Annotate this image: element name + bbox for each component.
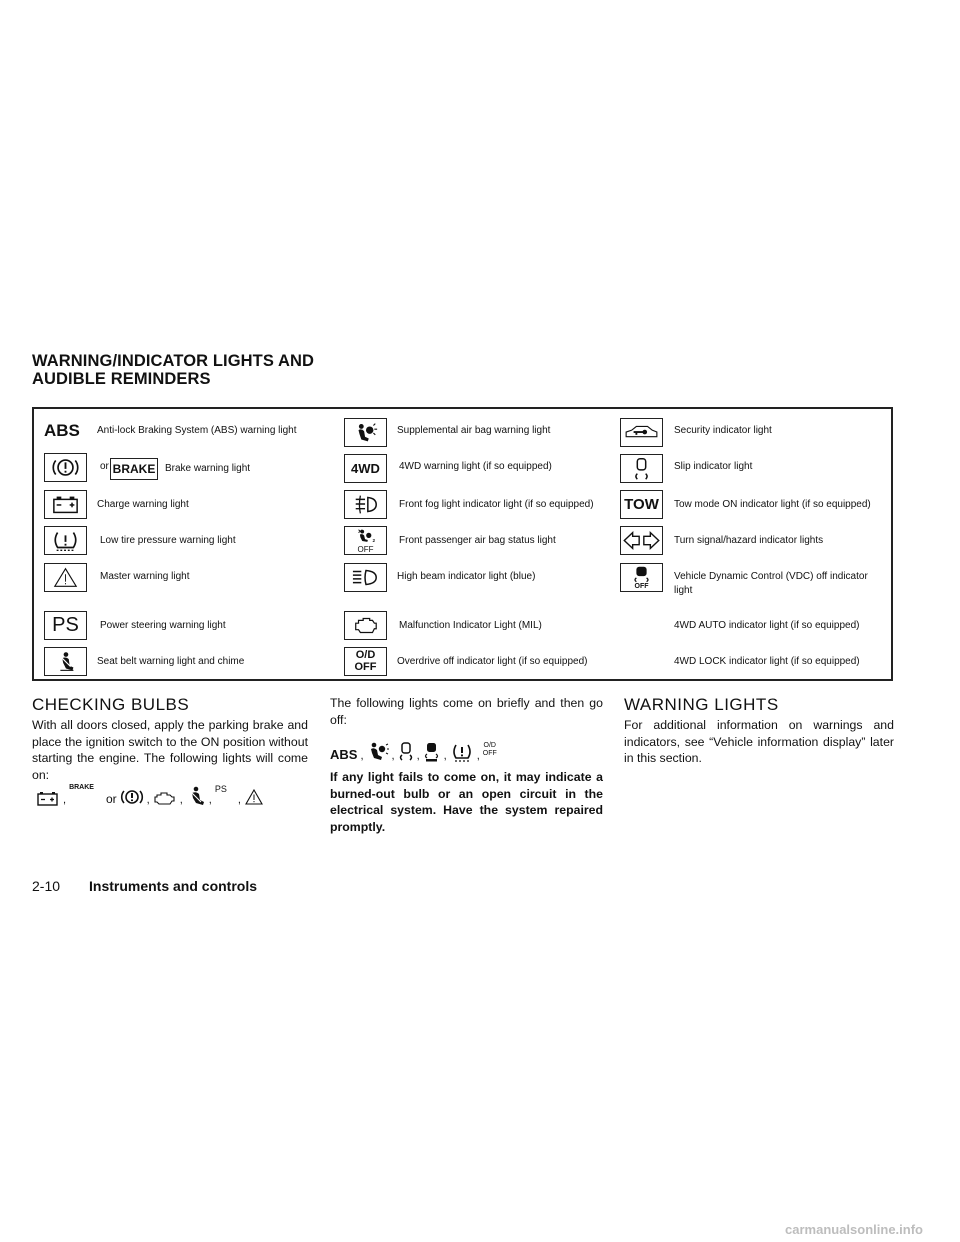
ps-text-icon: PS bbox=[214, 784, 227, 794]
front-fog-label: Front fog light indicator light (if so equipped) bbox=[399, 499, 594, 510]
ps-text-icon: PS bbox=[44, 611, 87, 640]
svg-text:2: 2 bbox=[372, 537, 376, 543]
warning-lights-heading: WARNING LIGHTS bbox=[624, 695, 779, 714]
4wd-lock-label: 4WD LOCK indicator light (if so equipped) bbox=[674, 656, 860, 667]
abs-text-icon: ABS bbox=[44, 421, 80, 440]
seat-belt-label: Seat belt warning light and chime bbox=[97, 656, 245, 667]
vdc-off-icon bbox=[423, 742, 441, 762]
failure-notice: If any light fails to come on, it may indicate a burned-out bulb or an open circuit in the electrical system. Have the system repaired promptly. bbox=[330, 770, 603, 834]
vdc-label: Vehicle Dynamic Control (VDC) off indicator light bbox=[674, 571, 868, 596]
security-car-icon bbox=[620, 418, 663, 447]
4wd-label: 4WD warning light (if so equipped) bbox=[399, 461, 552, 472]
seat-belt-icon bbox=[44, 647, 87, 676]
slip-icon bbox=[620, 454, 663, 483]
brake-text-icon: BRAKE bbox=[110, 458, 158, 480]
od-off-label: Overdrive off indicator light (if so equipped) bbox=[397, 656, 588, 667]
slip-label: Slip indicator light bbox=[674, 461, 753, 472]
vdc-off-icon: OFF bbox=[620, 563, 663, 592]
battery-icon bbox=[36, 790, 60, 806]
or-text: or bbox=[100, 461, 109, 472]
inline-icons-on: , BRAKE or , , , PS , bbox=[36, 786, 264, 806]
charge-label: Charge warning light bbox=[97, 499, 189, 510]
master-warning-label: Master warning light bbox=[100, 571, 190, 582]
security-label: Security indicator light bbox=[674, 425, 772, 436]
seat-belt-icon bbox=[186, 786, 206, 806]
come-on-briefly-text: The following lights come on briefly and then go off: bbox=[330, 696, 603, 727]
od-off-text-icon: O/D OFF bbox=[482, 742, 497, 757]
brake-circle-icon bbox=[44, 453, 87, 482]
turn-signal-icon bbox=[620, 526, 663, 555]
indicator-table bbox=[32, 407, 893, 681]
engine-mil-icon bbox=[153, 790, 177, 806]
power-steering-label: Power steering warning light bbox=[100, 620, 226, 631]
abs-label: Anti-lock Braking System (ABS) warning light bbox=[97, 425, 297, 436]
triangle-warning-icon bbox=[44, 563, 87, 592]
passenger-airbag-off-icon: 2 OFF bbox=[344, 526, 387, 555]
passenger-airbag-label: Front passenger air bag status light bbox=[399, 535, 556, 546]
triangle-warning-icon bbox=[244, 788, 264, 806]
checking-bulbs-text: With all doors closed, apply the parking brake and place the ignition switch to the ON position without starting the engine. The following lights will come on: bbox=[32, 718, 308, 782]
od-off-text-icon: O/D OFF bbox=[344, 647, 387, 676]
4wd-text-icon: 4WD bbox=[344, 454, 387, 483]
abs-text-icon: ABS bbox=[330, 747, 358, 762]
mil-label: Malfunction Indicator Light (MIL) bbox=[399, 620, 542, 631]
brake-circle-icon bbox=[120, 788, 144, 806]
page-number: 2-10 bbox=[32, 878, 61, 894]
watermark: carmanualsonline.info bbox=[785, 1222, 923, 1237]
high-beam-icon bbox=[344, 563, 387, 592]
airbag-icon bbox=[344, 418, 387, 447]
battery-icon bbox=[44, 490, 87, 519]
engine-mil-icon bbox=[344, 611, 387, 640]
section-title: WARNING/INDICATOR LIGHTS AND AUDIBLE REMINDERS bbox=[32, 352, 315, 388]
tire-pressure-label: Low tire pressure warning light bbox=[100, 535, 236, 546]
chapter-title: Instruments and controls bbox=[89, 878, 258, 894]
slip-icon bbox=[398, 742, 414, 762]
checking-bulbs-heading: CHECKING BULBS bbox=[32, 695, 190, 714]
tow-text-icon: TOW bbox=[620, 490, 663, 519]
airbag-icon bbox=[367, 742, 389, 762]
tow-label: Tow mode ON indicator light (if so equipped) bbox=[674, 499, 871, 510]
tire-pressure-icon bbox=[44, 526, 87, 555]
airbag-label: Supplemental air bag warning light bbox=[397, 425, 551, 436]
high-beam-label: High beam indicator light (blue) bbox=[397, 571, 536, 582]
front-fog-icon bbox=[344, 490, 387, 519]
warning-lights-text: For additional information on warnings and indicators, see “Vehicle information display” later in this section. bbox=[624, 718, 894, 765]
brake-text-icon: BRAKE bbox=[69, 784, 94, 791]
brake-label: Brake warning light bbox=[165, 463, 251, 474]
inline-icons-briefly: ABS , , , , , O/D OFF bbox=[330, 742, 497, 762]
turn-signal-label: Turn signal/hazard indicator lights bbox=[674, 535, 824, 546]
tire-pressure-icon bbox=[450, 742, 474, 762]
4wd-auto-label: 4WD AUTO indicator light (if so equipped) bbox=[674, 620, 860, 631]
